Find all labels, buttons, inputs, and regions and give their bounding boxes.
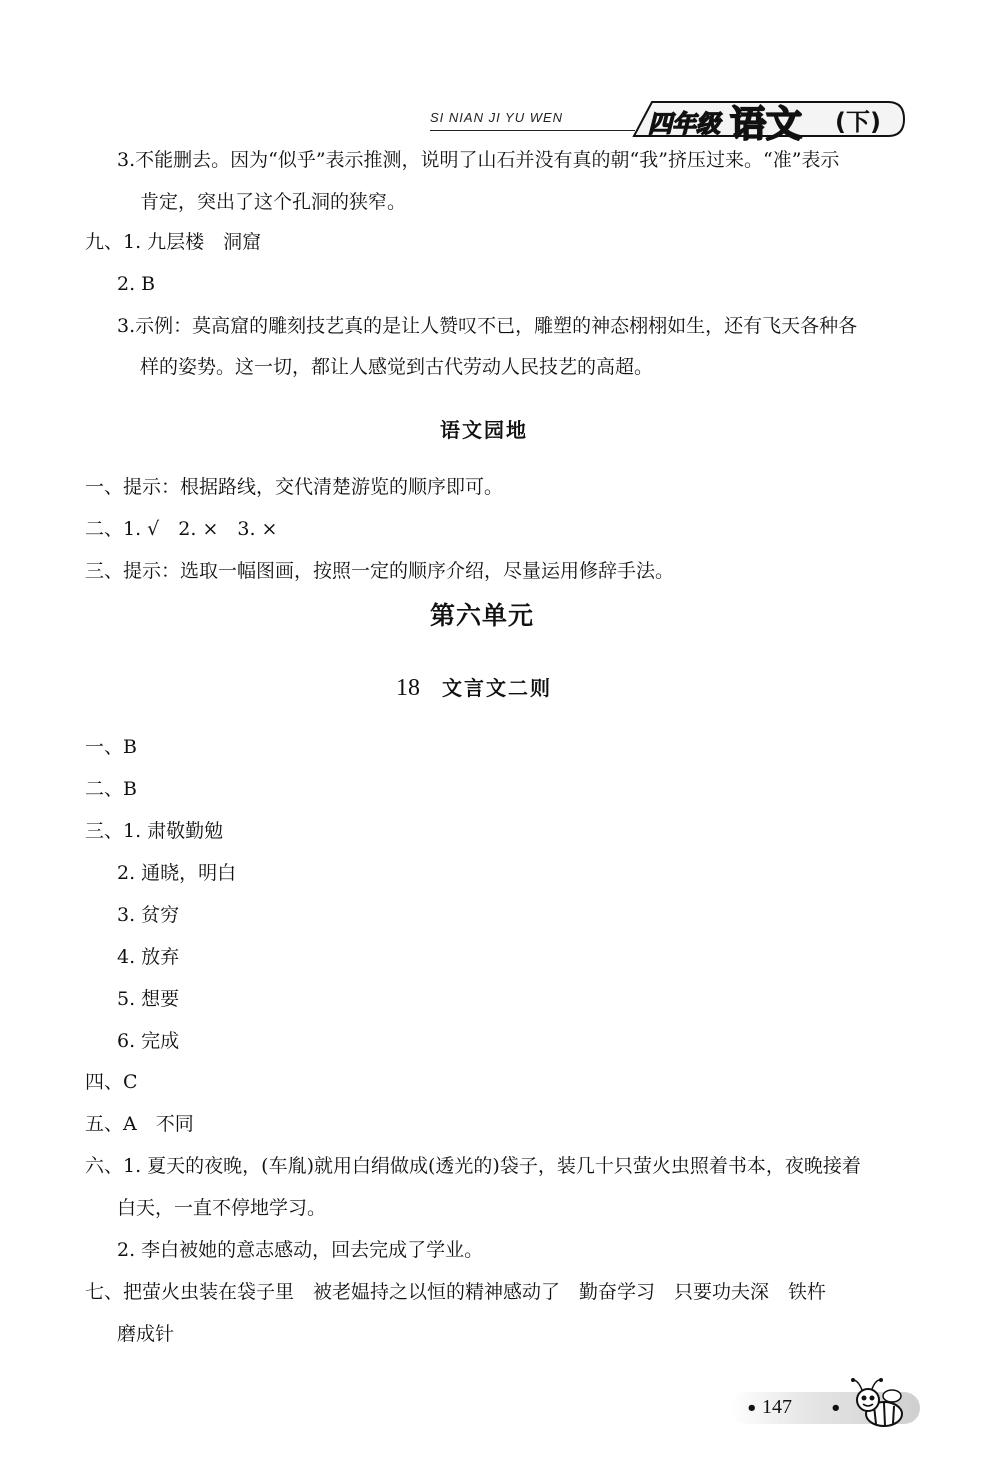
header-pinyin-label: SI NIAN JI YU WEN [430,110,564,125]
answer-line: 磨成针 [117,1323,175,1345]
unit-title: 第六单元 [430,601,535,630]
footer-dot-icon: • [746,1398,758,1419]
answer-line: 四、C [85,1071,138,1093]
lesson-title: 文言文二则 [442,676,552,700]
footer-dot-icon: • [830,1398,842,1419]
answer-line: 3. 贫穷 [117,904,180,926]
answer-line: 三、提示：选取一幅图画，按照一定的顺序介绍，尽量运用修辞手法。 [85,560,675,582]
answer-line: 5. 想要 [117,988,180,1010]
header-grade: 四年级 [648,110,720,138]
answer-line: 白天，一直不停地学习。 [117,1197,327,1219]
answer-line: 3.不能删去。因为“似乎”表示推测，说明了山石并没有真的朝“我”挤压过来。“准”表示 [117,149,840,171]
answer-line: 3.示例：莫高窟的雕刻技艺真的是让人赞叹不已，雕塑的神态栩栩如生，还有飞天各种各 [117,315,858,337]
page-footer [730,1376,920,1436]
page-header [430,96,910,146]
header-badge [630,100,906,145]
header-subject: 语文 [730,104,803,145]
header-rule [430,130,635,131]
answer-line: 6. 完成 [117,1030,180,1052]
answer-line: 2. B [117,273,156,295]
header-volume: (下) [835,108,881,136]
lesson-number: 18 [396,675,420,701]
page-number: 147 [762,1396,792,1418]
answer-line: 六、1. 夏天的夜晚，(车胤)就用白绢做成(透光的)袋子，装几十只萤火虫照着书本，夜晚接着 [85,1155,861,1177]
answer-line: 三、1. 肃敬勤勉 [85,820,224,842]
answer-line: 2. 李白被她的意志感动，回去完成了学业。 [117,1239,484,1261]
answer-line: 五、A 不同 [85,1113,194,1135]
answer-line: 样的姿势。这一切，都让人感觉到古代劳动人民技艺的高超。 [140,356,654,378]
bee-mascot-icon [848,1376,912,1432]
answer-line: 4. 放弃 [117,946,180,968]
answer-line: 二、B [85,778,137,800]
answer-line: 一、B [85,736,137,758]
lesson-heading [396,676,552,700]
answer-line: 肯定，突出了这个孔洞的狭窄。 [140,191,407,213]
answer-line: 九、1. 九层楼 洞窟 [85,231,262,253]
answer-line: 二、1. √ 2. × 3. × [85,518,278,540]
answer-line: 2. 通晓，明白 [117,862,237,884]
answer-line: 一、提示：根据路线，交代清楚游览的顺序即可。 [85,476,504,498]
answer-line: 七、把萤火虫装在袋子里 被老媪持之以恒的精神感动了 勤奋学习 只要功夫深 铁杵 [85,1281,827,1303]
section-title: 语文园地 [440,418,528,442]
